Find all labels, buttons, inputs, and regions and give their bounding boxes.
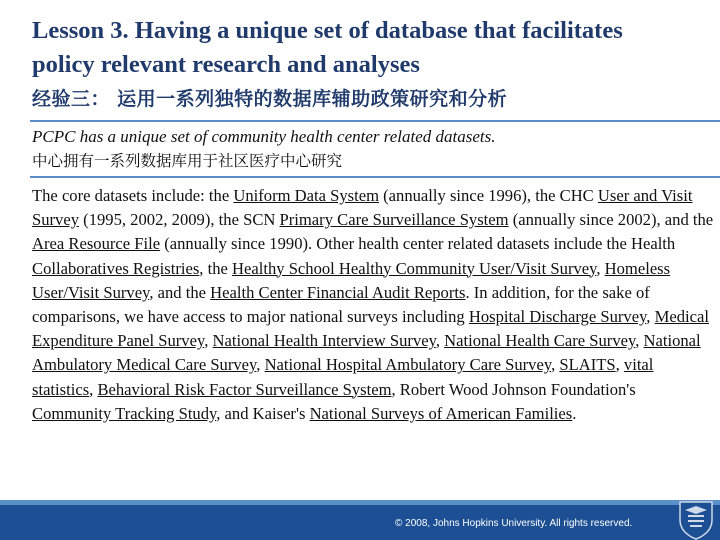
subtitle-divider [30,176,720,178]
body-text-segment: , [615,355,624,375]
dataset-link[interactable]: Collaboratives Registries [32,258,200,278]
body-text-segment: (1995, 2002, 2009), the SCN [79,210,280,230]
body-text-segment: , Robert Wood Johnson Foundation's [391,379,636,399]
subtitle-english: PCPC has a unique set of community health center related datasets. [32,127,496,146]
dataset-link[interactable]: vital statistics [32,355,654,399]
dataset-link[interactable]: Uniform Data System [233,186,379,205]
body-text-segment: , the [199,258,233,278]
dataset-link[interactable]: Healthy School Healthy Community User/Visit Survey [232,258,597,278]
body-text-segment: , [635,331,644,351]
dataset-link[interactable]: SLAITS [559,355,616,375]
dataset-link[interactable]: Homeless User/Visit Survey [32,258,671,302]
body-text-segment: (annually since 1990). Other health center related datasets include the Health [160,234,676,254]
body-text-segment: The core datasets include: the [32,186,234,205]
subtitle-chinese: 中心拥有一系列数据库用于社区医疗中心研究 [32,152,343,170]
dataset-link[interactable]: Hospital Discharge Survey [468,307,647,327]
body-text-segment: , [596,258,605,278]
dataset-link[interactable]: Behavioral Risk Factor Surveillance System [97,379,392,399]
dataset-link[interactable]: National Ambulatory Medical Care Survey [32,331,701,375]
body-text-segment: , [646,307,655,327]
slide-title-chinese: 经验三： 运用一系列独特的数据库辅助政策研究和分析 [32,88,508,110]
body-text-segment: . [572,403,577,423]
body-text-segment: , [89,379,98,399]
slide-title: Lesson 3. Having a unique set of database that facilitates policy relevant research and analyses [32,17,623,78]
dataset-link[interactable]: National Hospital Ambulatory Care Survey [264,355,552,375]
dataset-link[interactable]: Health Center Financial Audit Reports [210,282,466,302]
university-shield-icon [676,498,716,540]
body-paragraph [32,184,716,426]
dataset-link[interactable]: National Health Interview Survey [212,331,436,351]
body-text-segment: , [435,331,445,351]
dataset-link[interactable]: Community Tracking Study [32,403,217,423]
dataset-link[interactable]: User and Visit Survey [32,186,693,230]
dataset-link[interactable]: Medical Expenditure Panel Survey [32,307,709,351]
body-text-segment: , [256,355,265,375]
dataset-link[interactable]: National Surveys of American Families [309,403,573,423]
title-divider [30,120,720,122]
body-text-segment: , and Kaiser's [216,403,310,423]
body-text-segment: (annually since 1996), the CHC [379,186,598,205]
body-text-segment: , and the [149,282,211,302]
footer-copyright: © 2008, Johns Hopkins University. All rights reserved. [395,518,633,529]
body-text-segment: (annually since 2002), and the [508,210,714,230]
body-text-segment: . In addition, for the sake of comparisons, we have access to major national surveys including [32,282,650,327]
body-text-segment: , [204,331,213,351]
dataset-link[interactable]: Primary Care Surveillance System [279,210,509,230]
body-text-segment: , [551,355,560,375]
dataset-link[interactable]: Area Resource File [32,234,161,254]
dataset-link[interactable]: National Health Care Survey [444,331,636,351]
